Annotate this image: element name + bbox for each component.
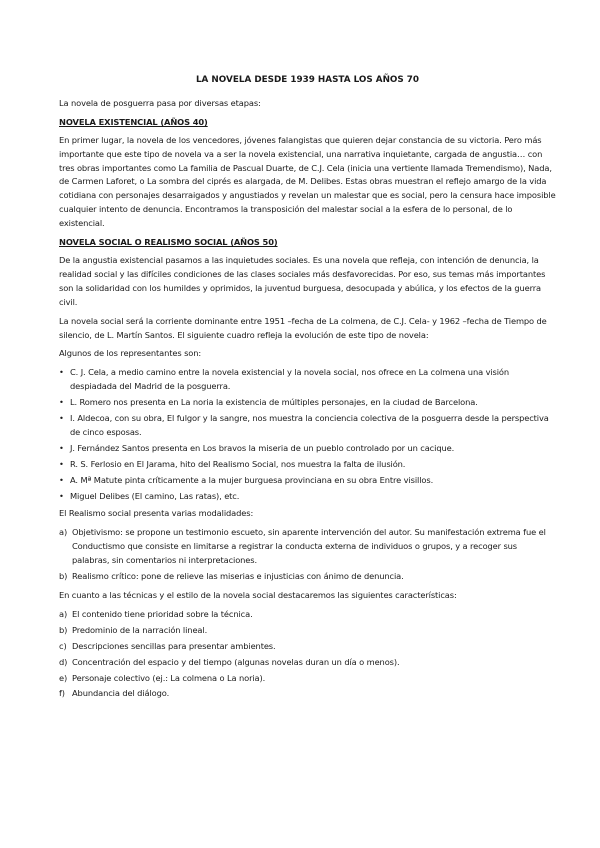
- list-marker: a): [59, 527, 68, 538]
- list-item-text: L. Romero nos presenta en La noria la existencia de múltiples personajes, en la ciudad de Barcelona.: [70, 397, 478, 408]
- bullet-icon: •: [59, 442, 64, 453]
- social-paragraph-2: La novela social será la corriente dominante entre 1951 –fecha de La colmena, de C.J. Cela- y 1962 –fecha de Tiempo de silencio, de L. Martín Santos. El siguiente cuadro refleja la evolución de este tipo de novela:: [59, 315, 547, 340]
- list-marker: a): [59, 608, 68, 619]
- list-item-text: Descripciones sencillas para presentar ambientes.: [72, 640, 276, 651]
- modalities-list: [59, 526, 556, 584]
- list-item-text: C. J. Cela, a medio camino entre la novela existencial y la novela social, nos ofrece en La colmena una visión despiadada del Madrid de la posguerra.: [70, 367, 510, 392]
- list-item-text: Realismo crítico: pone de relieve las miserias e injusticias con ánimo de denuncia.: [72, 571, 404, 582]
- existencial-paragraph: En primer lugar, la novela de los vencedores, jóvenes falangistas que quieren dejar constancia de su victoria. Pero más importante que este tipo de novela va a ser la novela existencial, una narrativa inquietante, cargada de angustia… con tres obras importantes como La familia de Pascual Duarte, de C.J. Cela (inicia una vertiente llamada Tremendismo), Nada, de Carmen Laforet, o La sombra del ciprés es alargada, de M. Delibes. Estas obras muestran el reflejo amargo de la vida cotidiana con personajes desarraigados y angustiados y revelan un malestar que es social, pero la censura hace imposible cualquier intento de denuncia. Encontramos la transposición del malestar social a la esfera de lo personal, de lo existencial.: [59, 134, 556, 229]
- list-item: [59, 490, 556, 504]
- bullet-icon: •: [59, 367, 64, 378]
- list-item-text: I. Aldecoa, con su obra, El fulgor y la sangre, nos muestra la conciencia colectiva de la posguerra desde la perspectiva de cinco esposas.: [70, 413, 549, 437]
- bullet-icon: •: [59, 490, 64, 501]
- list-item-text: Objetivismo: se propone un testimonio escueto, sin aparente intervención del autor. Su manifestación extrema fue el Conductismo que consiste en limitarse a registrar la conducta externa de individuos o grupos, y a recoger sus palabras, sin comentarios ni interpretaciones.: [72, 527, 546, 566]
- bullet-icon: •: [59, 397, 64, 408]
- list-item: [59, 570, 556, 584]
- representatives-intro: Algunos de los representantes son:: [59, 348, 202, 359]
- list-item-text: Predominio de la narración lineal.: [72, 624, 208, 635]
- list-marker: b): [59, 571, 68, 582]
- list-item: [59, 526, 556, 568]
- list-item: [59, 672, 556, 686]
- list-item-text: R. S. Ferlosio en El Jarama, hito del Realismo Social, nos muestra la falta de ilusión.: [70, 458, 406, 469]
- intro-paragraph: La novela de posguerra pasa por diversas etapas:: [59, 97, 261, 108]
- list-item-text: A. Mª Matute pinta críticamente a la mujer burguesa provinciana en su obra Entre visillos.: [70, 474, 434, 485]
- list-item: [59, 474, 556, 488]
- list-item-text: Miguel Delibes (El camino, Las ratas), etc.: [70, 490, 240, 501]
- list-item-text: El contenido tiene prioridad sobre la técnica.: [72, 608, 253, 619]
- list-item-text: Concentración del espacio y del tiempo (algunas novelas duran un día o menos).: [72, 656, 400, 667]
- list-item: [59, 366, 556, 394]
- list-item: [59, 412, 556, 440]
- list-marker: c): [59, 640, 67, 651]
- list-item: [59, 608, 556, 622]
- section-heading-social: NOVELA SOCIAL O REALISMO SOCIAL (AÑOS 50): [59, 237, 278, 248]
- bullet-icon: •: [59, 413, 64, 424]
- list-item: [59, 458, 556, 472]
- list-item-text: J. Fernández Santos presenta en Los bravos la miseria de un pueblo controlado por un cacique.: [70, 442, 455, 453]
- list-item: [59, 442, 556, 456]
- list-item: [59, 640, 556, 654]
- modalities-intro: El Realismo social presenta varias modalidades:: [59, 508, 254, 519]
- bullet-icon: •: [59, 474, 64, 485]
- list-item: [59, 396, 556, 410]
- list-item: [59, 656, 556, 670]
- list-marker: e): [59, 672, 68, 683]
- techniques-intro: En cuanto a las técnicas y el estilo de la novela social destacaremos las siguientes características:: [59, 590, 457, 600]
- list-marker: f): [59, 688, 65, 699]
- list-item: [59, 624, 556, 638]
- representatives-list: [59, 366, 556, 503]
- list-item-text: Personaje colectivo (ej.: La colmena o La noria).: [72, 672, 266, 683]
- bullet-icon: •: [59, 458, 64, 469]
- social-paragraph-1: De la angustia existencial pasamos a las inquietudes sociales. Es una novela que refleja, con intención de denuncia, la realidad social y las difíciles condiciones de las clases sociales más desfavorecidas. Por eso, sus temas más importantes son la solidaridad con los humildes y oprimidos, la juventud burguesa, desocupada y abúlica, y los efectos de la guerra civil.: [59, 254, 546, 307]
- list-item-text: Abundancia del diálogo.: [72, 688, 170, 699]
- section-heading-existencial: NOVELA EXISTENCIAL (AÑOS 40): [59, 116, 208, 127]
- document-title: LA NOVELA DESDE 1939 HASTA LOS AÑOS 70: [195, 75, 420, 85]
- list-item: [59, 687, 556, 701]
- list-marker: d): [59, 656, 68, 667]
- list-marker: b): [59, 624, 68, 635]
- techniques-list: [59, 608, 556, 701]
